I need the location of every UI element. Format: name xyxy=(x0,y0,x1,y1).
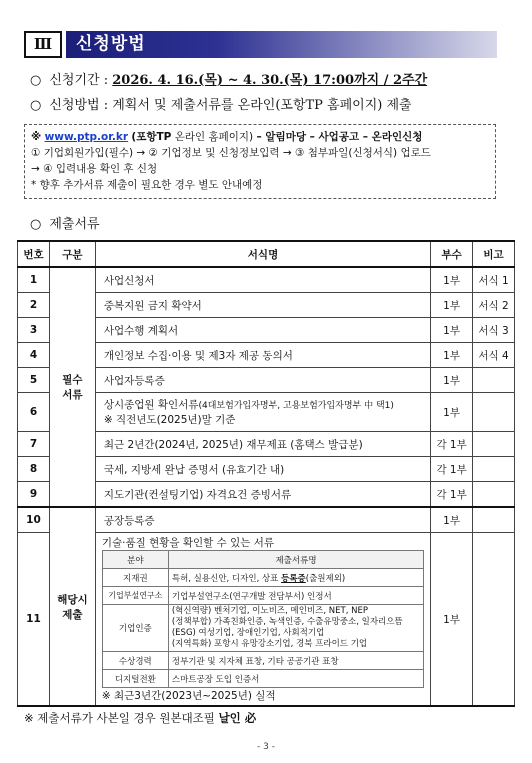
notice-path-c: – 알림마당 – 사업공고 – 온라인신청 xyxy=(256,131,423,143)
subtable-docs: 정부기관 및 지자체 표창, 기타 공공기관 표창 xyxy=(168,652,423,670)
row-quantity: 1부 xyxy=(431,393,473,432)
notice-box xyxy=(24,124,496,199)
row-no: 8 xyxy=(18,457,50,482)
section-number: Ⅲ xyxy=(24,31,62,58)
subtable-docs-main: 특허, 실용신안, 디자인, 상표 xyxy=(171,573,279,584)
row-no: 5 xyxy=(18,368,50,393)
row-note xyxy=(473,368,515,393)
notice-step-2: → ④ 입력내용 확인 후 신청 xyxy=(31,163,158,175)
subtable-docs-tail: (출원제외) xyxy=(305,573,346,584)
notice-mark: ※ xyxy=(31,131,42,143)
row-note: 서식 1 xyxy=(473,267,515,293)
subtable-docs-line: (지역특화) 포항시 유망강소기업, 경북 프라이드 기업 xyxy=(171,639,368,649)
notice-line-1 xyxy=(31,129,489,145)
row-no: 2 xyxy=(18,293,50,318)
row-no: 11 xyxy=(18,533,50,707)
subtable-field: 기업부설연구소 xyxy=(102,587,168,605)
bullet-icon: ○ xyxy=(30,217,42,232)
subtable-row xyxy=(102,652,423,670)
period-label: 신청기간 : xyxy=(49,73,109,88)
subtable-docs xyxy=(168,605,423,652)
row-note xyxy=(473,533,515,707)
subtable-row xyxy=(102,670,423,688)
table-row xyxy=(18,267,515,293)
row-doc-name: 최근 2년간(2024년, 2025년) 재무제표 (홈택스 발급분) xyxy=(95,432,430,457)
application-method xyxy=(30,94,412,113)
category-optional: 해당시 제출 xyxy=(49,507,95,706)
header-no: 번호 xyxy=(18,241,50,267)
footer-note-bold: 날인 必 xyxy=(218,711,257,725)
section-title-bar xyxy=(66,31,497,58)
row-quantity: 1부 xyxy=(431,507,473,533)
row11-footnote: ※ 최근3년간(2023년~2025년) 실적 xyxy=(101,690,276,702)
row-doc-name: 사업신청서 xyxy=(95,267,430,293)
row-quantity: 1부 xyxy=(431,267,473,293)
row-no: 9 xyxy=(18,482,50,508)
row-quantity: 각 1부 xyxy=(431,482,473,508)
header-category: 구분 xyxy=(49,241,95,267)
row-doc-name: 공장등록증 xyxy=(95,507,430,533)
row-note xyxy=(473,393,515,432)
row-doc-name: 지도기관(컨설팅기업) 자격요건 증빙서류 xyxy=(95,482,430,508)
row-quantity: 1부 xyxy=(431,343,473,368)
category-required: 필수 서류 xyxy=(49,267,95,507)
bullet-icon: ○ xyxy=(30,98,42,113)
subtable-docs: 스마트공장 도입 인증서 xyxy=(168,670,423,688)
header-quantity: 부수 xyxy=(431,241,473,267)
row-doc-name: 사업자등록증 xyxy=(95,368,430,393)
subtable-field: 기업인증 xyxy=(102,605,168,652)
notice-note: * 향후 추가서류 제출이 필요한 경우 별도 안내예정 xyxy=(31,179,263,191)
row-note: 서식 2 xyxy=(473,293,515,318)
subtable-docs-emphasis: 등록증 xyxy=(281,573,306,584)
row-no: 6 xyxy=(18,393,50,432)
row-quantity: 1부 xyxy=(431,533,473,707)
row-quantity: 1부 xyxy=(431,368,473,393)
method-text: 신청방법 : 계획서 및 제출서류를 온라인(포항TP 홈페이지) 제출 xyxy=(49,98,412,113)
page-number: - 3 - xyxy=(257,742,275,752)
row-doc-name xyxy=(95,533,430,707)
table-row xyxy=(18,507,515,533)
row-note xyxy=(473,507,515,533)
subtable-docs-line: (정책부합) 가족친화인증, 녹색인증, 수출유망중소, 일자리으뜸 xyxy=(171,617,403,627)
row-note: 서식 4 xyxy=(473,343,515,368)
row-doc-name xyxy=(95,393,430,432)
row-note: 서식 3 xyxy=(473,318,515,343)
subtable-header xyxy=(102,551,423,569)
footer-note-text: ※ 제출서류가 사본일 경우 원본대조필 xyxy=(24,711,215,725)
notice-path-a: (포항TP xyxy=(131,131,172,143)
header-note: 비고 xyxy=(473,241,515,267)
row-note xyxy=(473,457,515,482)
documents-table xyxy=(17,240,515,707)
row-doc-name: 중복지원 금지 확약서 xyxy=(95,293,430,318)
row11-intro: 기술·품질 현황을 확인할 수 있는 서류 xyxy=(101,537,275,549)
period-value: 2026. 4. 16.(목) ~ 4. 30.(목) 17:00까지 / 2주간 xyxy=(112,73,428,88)
subtable-field: 수상경력 xyxy=(102,652,168,670)
row-doc-name: 사업수행 계획서 xyxy=(95,318,430,343)
row-doc-name-note: ※ 직전년도(2025년)말 기준 xyxy=(103,414,236,426)
section-header xyxy=(24,31,497,58)
subtable-docs-line: (혁신역량) 벤처기업, 이노비즈, 메인비즈, NET, NEP xyxy=(171,606,368,616)
row-quantity: 각 1부 xyxy=(431,432,473,457)
row-doc-name-main: 상시종업원 확인서류 xyxy=(103,399,199,411)
subtable-header-field: 분야 xyxy=(102,551,168,569)
subtable-docs-line: (ESG) 여성기업, 장애인기업, 사회적기업 xyxy=(171,628,325,638)
website-link[interactable]: www.ptp.or.kr xyxy=(44,131,129,143)
subtable-row xyxy=(102,605,423,652)
subtable-docs xyxy=(168,569,423,587)
subtable-row xyxy=(102,587,423,605)
subtable-field: 지재권 xyxy=(102,569,168,587)
row-no: 7 xyxy=(18,432,50,457)
row-doc-name: 개인정보 수집·이용 및 제3자 제공 동의서 xyxy=(95,343,430,368)
subtable-field: 디지털전환 xyxy=(102,670,168,688)
row-note xyxy=(473,432,515,457)
row-no: 4 xyxy=(18,343,50,368)
application-period xyxy=(30,69,427,88)
footer-note xyxy=(24,710,256,726)
row-quantity: 1부 xyxy=(431,318,473,343)
subtable-docs: 기업부설연구소(연구개발 전담부서) 인정서 xyxy=(168,587,423,605)
subtable-header-docs: 제출서류명 xyxy=(168,551,423,569)
row-no: 1 xyxy=(18,267,50,293)
row-note xyxy=(473,482,515,508)
bullet-icon: ○ xyxy=(30,73,42,88)
section-title: 신청방법 xyxy=(76,34,146,54)
row-doc-name-detail: (4대보험가입자명부, 고용보험가입자명부 中 택1) xyxy=(198,401,394,411)
notice-step-1: ① 기업회원가입(필수) → ② 기업정보 및 신청정보입력 → ③ 첨부파일(신청서식) 업로드 xyxy=(31,147,431,159)
row-quantity: 각 1부 xyxy=(431,457,473,482)
notice-path-b: 온라인 홈페이지) xyxy=(174,131,254,143)
table-header-row xyxy=(18,241,515,267)
subtable-row xyxy=(102,569,423,587)
docs-title xyxy=(30,213,100,232)
docs-title-text: 제출서류 xyxy=(49,217,100,232)
row-no: 3 xyxy=(18,318,50,343)
evidence-subtable xyxy=(102,550,424,688)
row-doc-name: 국세, 지방세 완납 증명서 (유효기간 내) xyxy=(95,457,430,482)
header-doc-name: 서식명 xyxy=(95,241,430,267)
row-quantity: 1부 xyxy=(431,293,473,318)
row-no: 10 xyxy=(18,507,50,533)
